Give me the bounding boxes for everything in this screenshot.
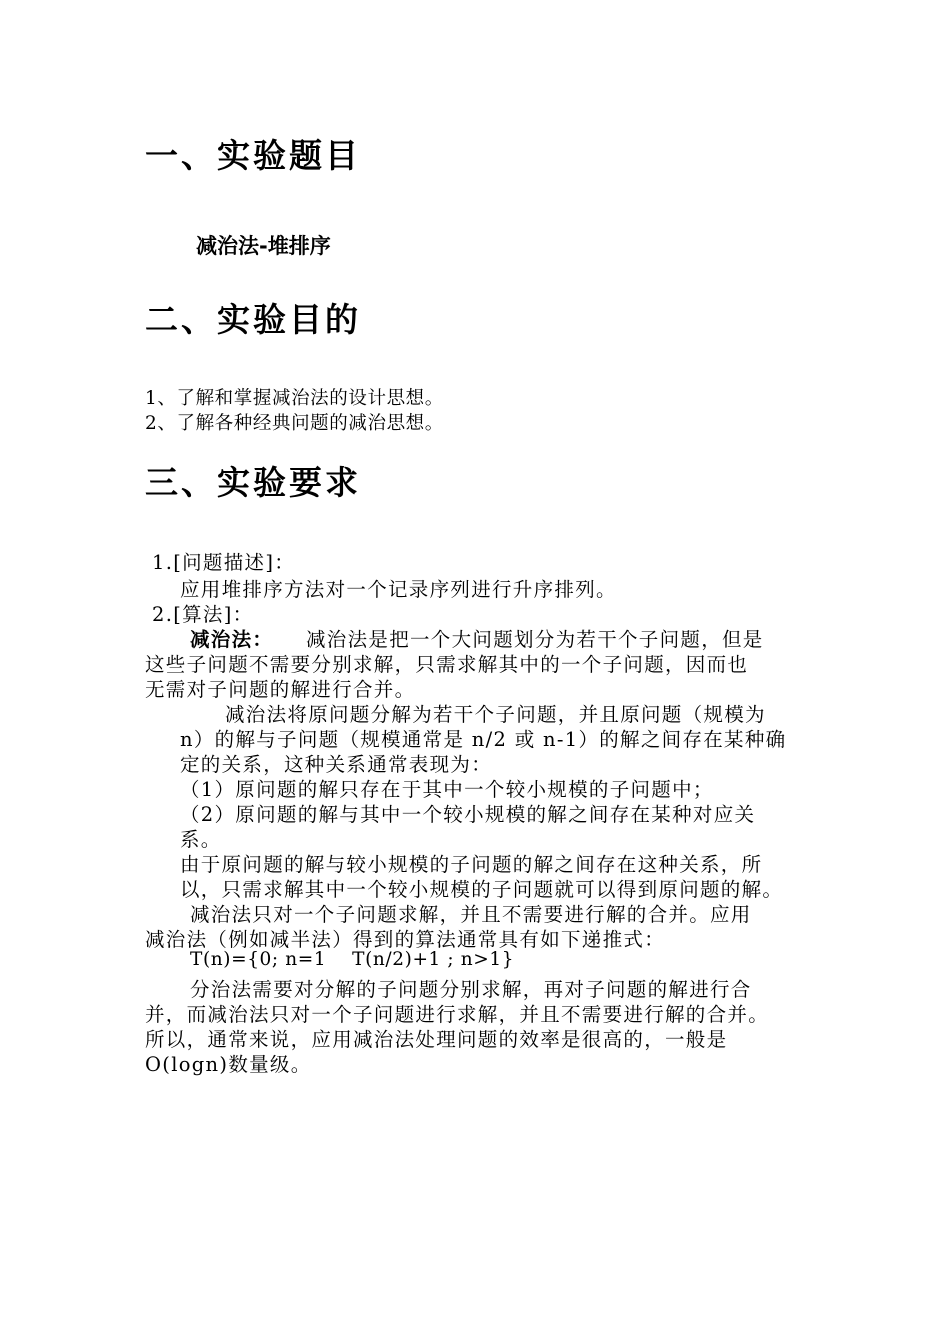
experiment-topic: 减治法-堆排序 <box>196 234 331 258</box>
case-2-line-2: 系。 <box>180 828 222 851</box>
case-1: （1）原问题的解只存在于其中一个较小规模的子问题中； <box>180 778 714 801</box>
paragraph-2-line-3: 定的关系，这种关系通常表现为： <box>180 753 493 776</box>
paragraph-1-line-2: 这些子问题不需要分别求解，只需求解其中的一个子问题，因而也 <box>145 653 749 676</box>
problem-text: 应用堆排序方法对一个记录序列进行升序排列。 <box>180 578 617 601</box>
algorithm-label: 2.[算法]： <box>152 603 254 626</box>
method-term: 减治法： <box>190 628 274 651</box>
paragraph-5-line-2: 并，而减治法只对一个子问题进行求解，并且不需要进行解的合并。 <box>145 1003 770 1026</box>
paragraph-1-line-1: 减治法是把一个大问题划分为若干个子问题，但是 <box>306 628 764 651</box>
paragraph-3-line-2: 以，只需求解其中一个较小规模的子问题就可以得到原问题的解。 <box>180 878 784 901</box>
case-2-line-1: （2）原问题的解与其中一个较小规模的解之间存在某种对应关 <box>180 803 756 826</box>
paragraph-5-line-4: O(logn)数量级。 <box>145 1053 312 1076</box>
section-heading-purpose: 二、实验目的 <box>145 300 361 339</box>
paragraph-5-line-3: 所以，通常来说，应用减治法处理问题的效率是很高的，一般是 <box>145 1028 728 1051</box>
paragraph-3-line-1: 由于原问题的解与较小规模的子问题的解之间存在这种关系，所 <box>180 853 763 876</box>
section-heading-topic: 一、实验题目 <box>145 136 361 175</box>
section-heading-requirements: 三、实验要求 <box>145 463 361 502</box>
purpose-item-1: 1、了解和掌握减治法的设计思想。 <box>145 388 444 409</box>
recurrence-formula: T(n)={0; n=1 T(n/2)+1 ; n>1} <box>190 949 515 970</box>
paragraph-5-line-1: 分治法需要对分解的子问题分别求解，再对子问题的解进行合 <box>190 978 752 1001</box>
paragraph-4-line-1: 减治法只对一个子问题求解，并且不需要进行解的合并。应用 <box>190 903 752 926</box>
paragraph-2-line-2: n）的解与子问题（规模通常是 n/2 或 n-1）的解之间存在某种确 <box>180 728 787 751</box>
purpose-item-2: 2、了解各种经典问题的减治思想。 <box>145 413 444 434</box>
paragraph-2-line-1: 减治法将原问题分解为若干个子问题，并且原问题（规模为 <box>225 703 766 726</box>
paragraph-1-line-3: 无需对子问题的解进行合并。 <box>145 678 416 701</box>
problem-label: 1.[问题描述]： <box>152 551 296 574</box>
paragraph-4-line-2: 减治法（例如减半法）得到的算法通常具有如下递推式： <box>145 928 666 951</box>
